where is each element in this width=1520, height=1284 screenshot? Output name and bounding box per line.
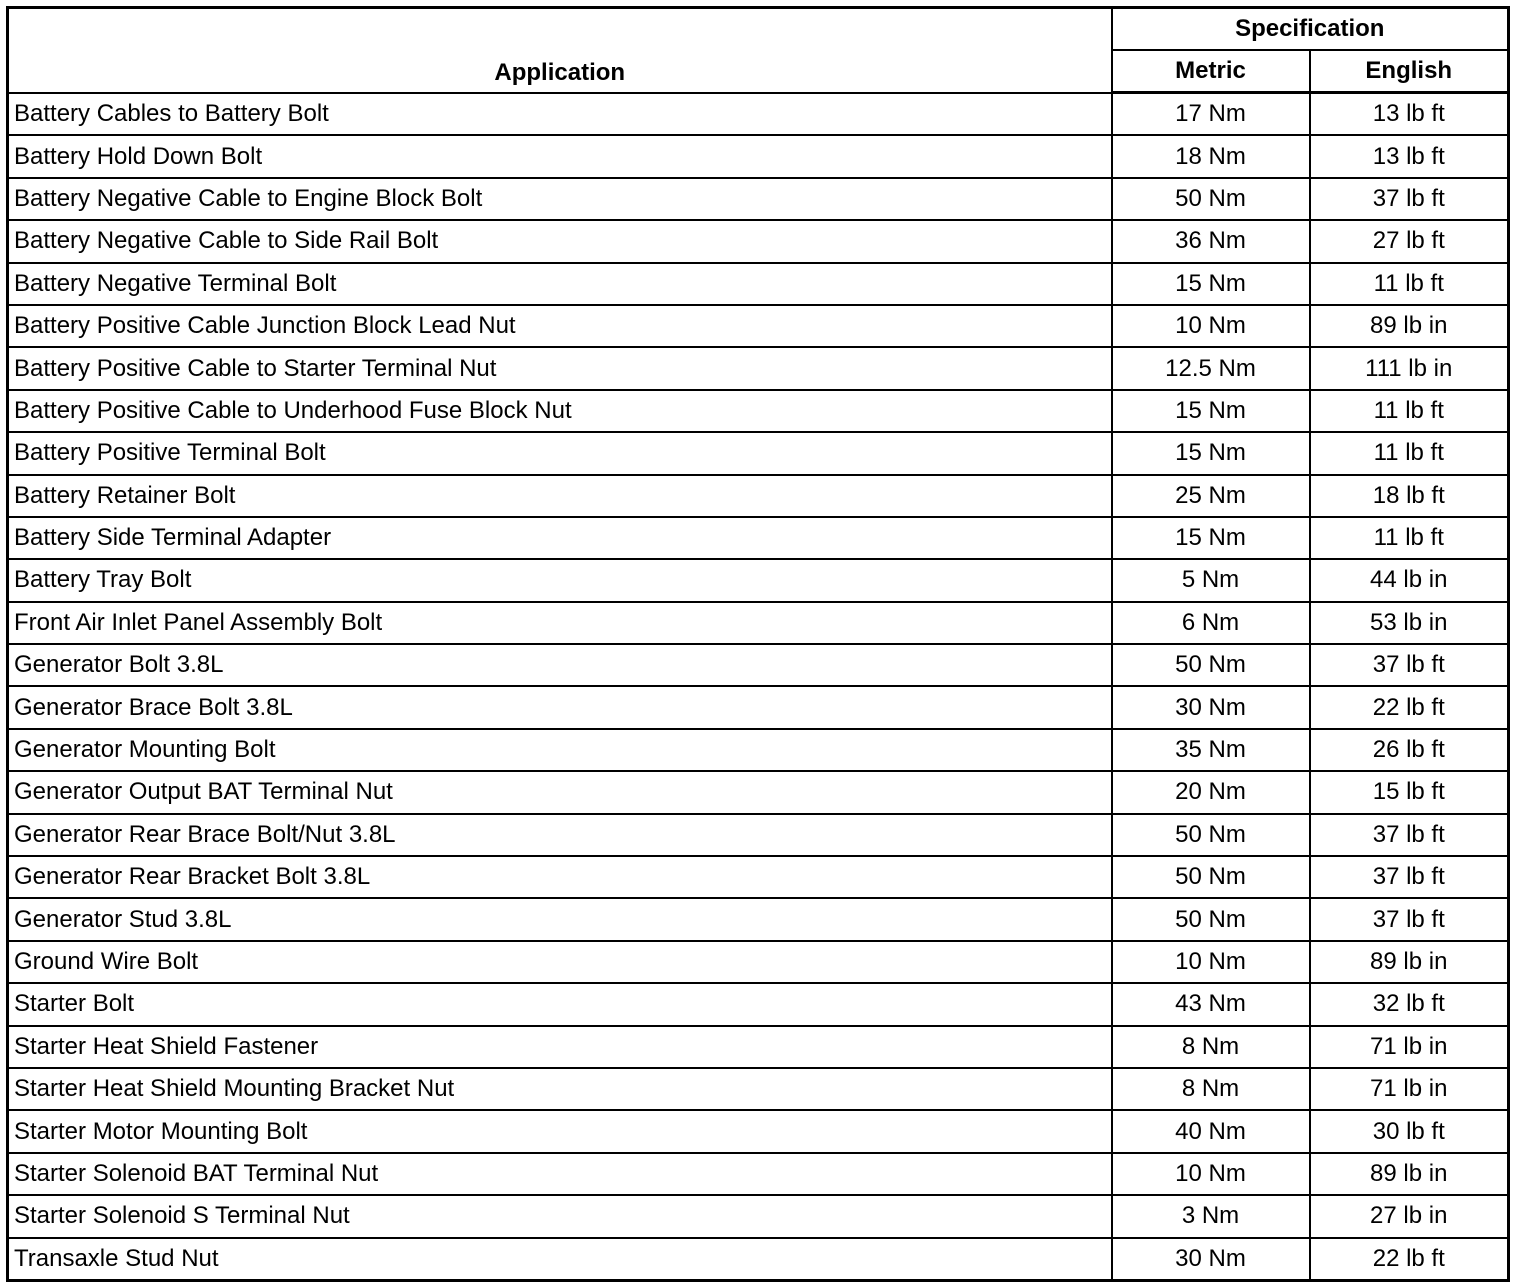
table-row	[8, 1068, 1509, 1110]
table-row	[8, 941, 1509, 983]
metric-cell: 25 Nm	[1112, 475, 1310, 517]
metric-cell: 50 Nm	[1112, 898, 1310, 940]
application-cell: Battery Tray Bolt	[8, 559, 1112, 601]
application-cell: Generator Stud 3.8L	[8, 898, 1112, 940]
application-cell: Battery Positive Cable to Starter Terminal Nut	[8, 347, 1112, 389]
english-cell: 37 lb ft	[1310, 856, 1509, 898]
english-cell: 27 lb ft	[1310, 220, 1509, 262]
english-cell: 13 lb ft	[1310, 135, 1509, 177]
metric-cell: 50 Nm	[1112, 178, 1310, 220]
metric-cell: 50 Nm	[1112, 814, 1310, 856]
table-row	[8, 856, 1509, 898]
metric-cell: 43 Nm	[1112, 983, 1310, 1025]
application-cell: Starter Solenoid S Terminal Nut	[8, 1195, 1112, 1237]
metric-cell: 15 Nm	[1112, 517, 1310, 559]
table-row	[8, 390, 1509, 432]
table-row	[8, 1110, 1509, 1152]
application-cell: Generator Output BAT Terminal Nut	[8, 771, 1112, 813]
table-row	[8, 263, 1509, 305]
english-cell: 32 lb ft	[1310, 983, 1509, 1025]
application-cell: Battery Negative Cable to Side Rail Bolt	[8, 220, 1112, 262]
english-cell: 22 lb ft	[1310, 1238, 1509, 1281]
english-cell: 11 lb ft	[1310, 390, 1509, 432]
english-cell: 22 lb ft	[1310, 686, 1509, 728]
english-cell: 89 lb in	[1310, 941, 1509, 983]
table-row	[8, 814, 1509, 856]
english-cell: 13 lb ft	[1310, 93, 1509, 136]
table-body	[8, 93, 1509, 1281]
table-row	[8, 475, 1509, 517]
application-cell: Starter Heat Shield Fastener	[8, 1026, 1112, 1068]
english-cell: 27 lb in	[1310, 1195, 1509, 1237]
metric-cell: 50 Nm	[1112, 856, 1310, 898]
english-cell: 18 lb ft	[1310, 475, 1509, 517]
english-cell: 26 lb ft	[1310, 729, 1509, 771]
english-cell: 89 lb in	[1310, 1153, 1509, 1195]
application-cell: Generator Rear Brace Bolt/Nut 3.8L	[8, 814, 1112, 856]
table-row	[8, 432, 1509, 474]
metric-cell: 12.5 Nm	[1112, 347, 1310, 389]
metric-cell: 17 Nm	[1112, 93, 1310, 136]
table-row	[8, 898, 1509, 940]
metric-cell: 18 Nm	[1112, 135, 1310, 177]
application-cell: Front Air Inlet Panel Assembly Bolt	[8, 602, 1112, 644]
metric-cell: 15 Nm	[1112, 390, 1310, 432]
metric-cell: 30 Nm	[1112, 686, 1310, 728]
english-cell: 111 lb in	[1310, 347, 1509, 389]
application-cell: Battery Side Terminal Adapter	[8, 517, 1112, 559]
table-row	[8, 1026, 1509, 1068]
english-cell: 11 lb ft	[1310, 263, 1509, 305]
english-cell: 53 lb in	[1310, 602, 1509, 644]
english-cell: 37 lb ft	[1310, 898, 1509, 940]
metric-cell: 6 Nm	[1112, 602, 1310, 644]
english-cell: 37 lb ft	[1310, 178, 1509, 220]
table-row	[8, 517, 1509, 559]
metric-cell: 8 Nm	[1112, 1068, 1310, 1110]
application-cell: Starter Solenoid BAT Terminal Nut	[8, 1153, 1112, 1195]
application-cell: Generator Rear Bracket Bolt 3.8L	[8, 856, 1112, 898]
application-cell: Starter Heat Shield Mounting Bracket Nut	[8, 1068, 1112, 1110]
application-cell: Starter Motor Mounting Bolt	[8, 1110, 1112, 1152]
metric-cell: 40 Nm	[1112, 1110, 1310, 1152]
metric-cell: 3 Nm	[1112, 1195, 1310, 1237]
table-row	[8, 1238, 1509, 1281]
metric-cell: 5 Nm	[1112, 559, 1310, 601]
metric-cell: 36 Nm	[1112, 220, 1310, 262]
table-row	[8, 983, 1509, 1025]
english-cell: 37 lb ft	[1310, 644, 1509, 686]
application-cell: Generator Bolt 3.8L	[8, 644, 1112, 686]
table-row	[8, 686, 1509, 728]
metric-cell: 15 Nm	[1112, 263, 1310, 305]
table-row	[8, 93, 1509, 136]
header-metric: Metric	[1112, 50, 1310, 93]
table-row	[8, 559, 1509, 601]
application-cell: Battery Positive Cable to Underhood Fuse Block Nut	[8, 390, 1112, 432]
english-cell: 37 lb ft	[1310, 814, 1509, 856]
metric-cell: 35 Nm	[1112, 729, 1310, 771]
english-cell: 71 lb in	[1310, 1026, 1509, 1068]
table-header	[8, 8, 1509, 93]
application-cell: Battery Negative Cable to Engine Block Bolt	[8, 178, 1112, 220]
metric-cell: 50 Nm	[1112, 644, 1310, 686]
application-cell: Battery Cables to Battery Bolt	[8, 93, 1112, 136]
application-cell: Battery Hold Down Bolt	[8, 135, 1112, 177]
header-application: Application	[8, 8, 1112, 93]
application-cell: Battery Retainer Bolt	[8, 475, 1112, 517]
metric-cell: 30 Nm	[1112, 1238, 1310, 1281]
header-specification: Specification	[1112, 8, 1509, 51]
english-cell: 11 lb ft	[1310, 432, 1509, 474]
table-row	[8, 305, 1509, 347]
table-row	[8, 1195, 1509, 1237]
table-row	[8, 644, 1509, 686]
metric-cell: 10 Nm	[1112, 305, 1310, 347]
application-cell: Starter Bolt	[8, 983, 1112, 1025]
metric-cell: 10 Nm	[1112, 1153, 1310, 1195]
english-cell: 15 lb ft	[1310, 771, 1509, 813]
metric-cell: 8 Nm	[1112, 1026, 1310, 1068]
application-cell: Battery Positive Cable Junction Block Lead Nut	[8, 305, 1112, 347]
table-row	[8, 220, 1509, 262]
application-cell: Generator Brace Bolt 3.8L	[8, 686, 1112, 728]
metric-cell: 15 Nm	[1112, 432, 1310, 474]
table-row	[8, 602, 1509, 644]
table-row	[8, 1153, 1509, 1195]
table-row	[8, 178, 1509, 220]
english-cell: 71 lb in	[1310, 1068, 1509, 1110]
metric-cell: 20 Nm	[1112, 771, 1310, 813]
table-row	[8, 729, 1509, 771]
application-cell: Ground Wire Bolt	[8, 941, 1112, 983]
english-cell: 44 lb in	[1310, 559, 1509, 601]
table-row	[8, 771, 1509, 813]
torque-spec-table	[6, 6, 1510, 1282]
application-cell: Battery Positive Terminal Bolt	[8, 432, 1112, 474]
application-cell: Generator Mounting Bolt	[8, 729, 1112, 771]
english-cell: 89 lb in	[1310, 305, 1509, 347]
english-cell: 11 lb ft	[1310, 517, 1509, 559]
table-row	[8, 135, 1509, 177]
table-row	[8, 347, 1509, 389]
header-english: English	[1310, 50, 1509, 93]
application-cell: Battery Negative Terminal Bolt	[8, 263, 1112, 305]
english-cell: 30 lb ft	[1310, 1110, 1509, 1152]
metric-cell: 10 Nm	[1112, 941, 1310, 983]
application-cell: Transaxle Stud Nut	[8, 1238, 1112, 1281]
